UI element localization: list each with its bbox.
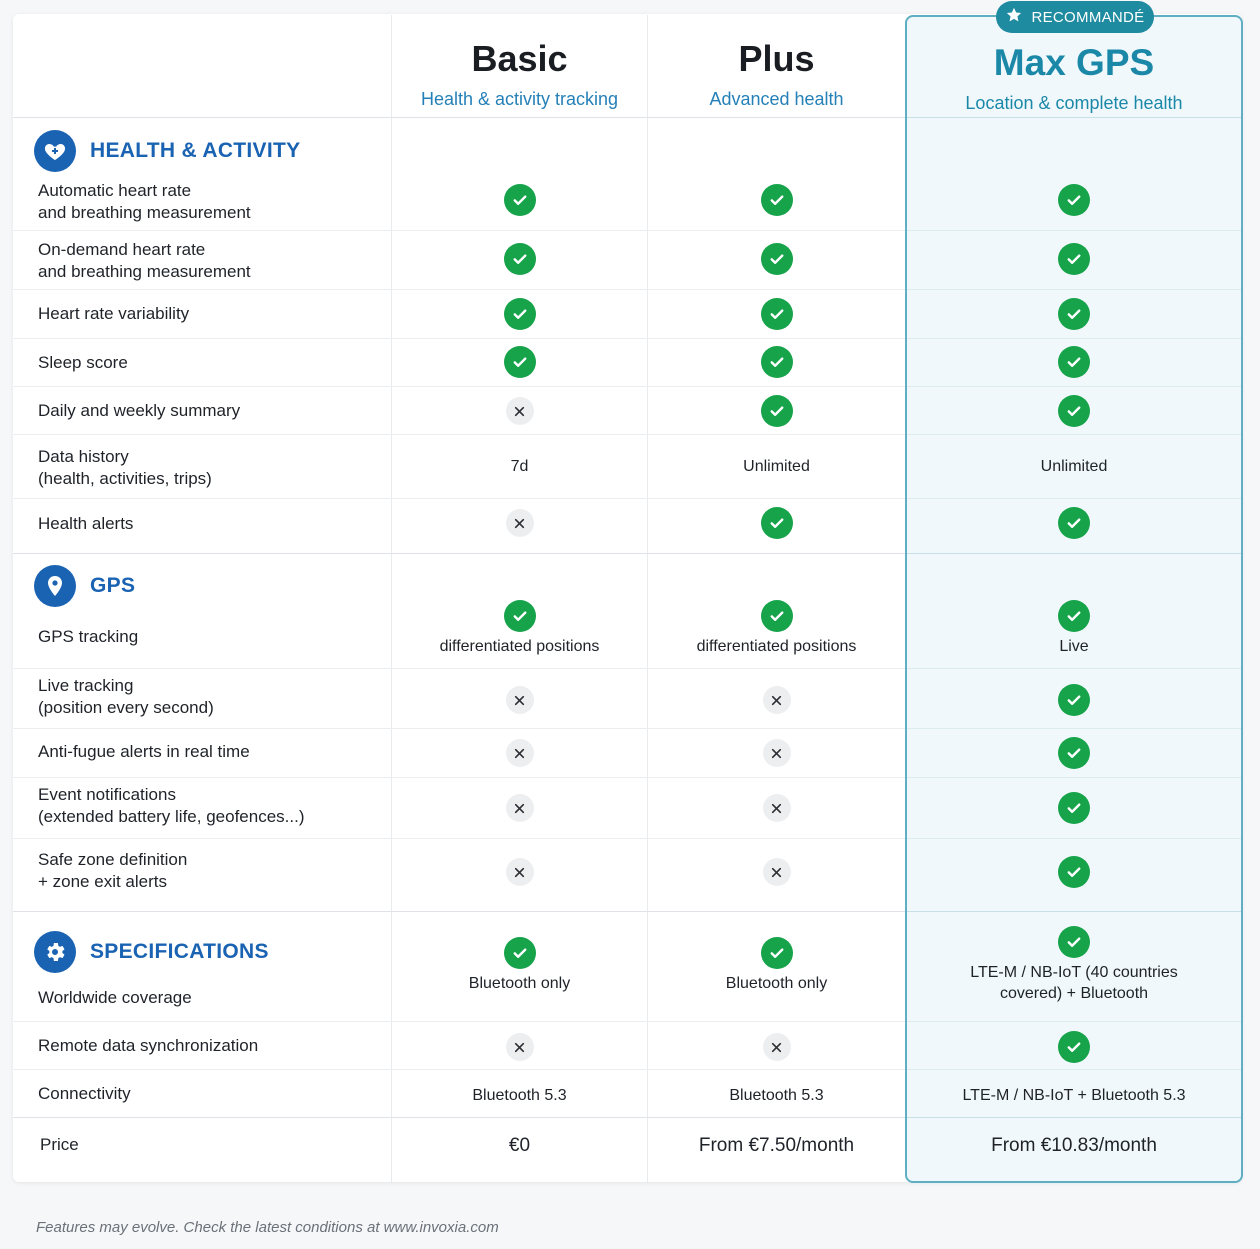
feature-label	[38, 352, 128, 374]
cell-max	[907, 1073, 1241, 1117]
cell-plus	[648, 786, 905, 830]
cell-plus	[648, 731, 905, 775]
row-divider	[13, 1069, 905, 1070]
cell-basic	[392, 501, 647, 545]
feature-label-line: On-demand heart rate	[38, 240, 206, 259]
row-divider	[13, 117, 905, 118]
feature-label-line: + zone exit alerts	[38, 872, 167, 891]
recommended-badge-label: RECOMMANDÉ	[1031, 8, 1145, 26]
section-title: SPECIFICATIONS	[90, 940, 269, 963]
cell-max	[907, 850, 1241, 894]
feature-label	[38, 1083, 131, 1105]
location-pin-icon	[34, 565, 76, 607]
feature-label-line: Remote data synchronization	[38, 1036, 259, 1055]
check-icon	[1058, 600, 1090, 632]
cell-value: Bluetooth 5.3	[472, 1086, 567, 1104]
gear-icon	[34, 931, 76, 973]
check-icon	[504, 243, 536, 275]
footer-note: Features may evolve. Check the latest conditions at www.invoxia.com	[36, 1219, 499, 1236]
feature-label	[38, 987, 192, 1009]
cell-plus	[648, 178, 905, 222]
check-icon	[504, 184, 536, 216]
row-divider	[13, 911, 905, 912]
row-divider	[13, 553, 905, 554]
section-gps	[34, 565, 135, 607]
row-divider	[907, 117, 1241, 118]
cell-value: 7d	[510, 457, 529, 475]
cell-plus	[648, 501, 905, 545]
section-health-activity	[34, 130, 300, 172]
cell-note: Bluetooth only	[468, 974, 571, 992]
feature-label	[38, 675, 214, 719]
feature-label-line: (position every second)	[38, 698, 214, 717]
cell-note: LTE-M / NB-IoT (40 countries	[970, 964, 1178, 981]
row-divider	[907, 911, 1241, 912]
cell-basic	[392, 237, 647, 281]
row-divider	[907, 1069, 1241, 1070]
cell-note: differentiated positions	[696, 637, 857, 655]
feature-label	[38, 513, 133, 535]
row-divider	[13, 434, 905, 435]
cell-basic	[392, 1073, 647, 1117]
row-divider	[907, 1117, 1241, 1118]
feature-label-line: Worldwide coverage	[38, 988, 192, 1007]
cell-plus	[648, 678, 905, 722]
check-icon	[1058, 298, 1090, 330]
feature-label-line: Heart rate variability	[38, 304, 190, 323]
cell-plus	[648, 340, 905, 384]
feature-label-line: Sleep score	[38, 353, 128, 372]
check-icon	[1058, 184, 1090, 216]
cell-note: Live	[1059, 637, 1089, 655]
cell-note: Bluetooth only	[725, 974, 828, 992]
row-divider	[13, 777, 905, 778]
check-icon	[1058, 346, 1090, 378]
heart-plus-icon	[34, 130, 76, 172]
cell-basic	[392, 444, 647, 488]
cell-plus	[648, 850, 905, 894]
check-icon	[1058, 684, 1090, 716]
cross-icon	[506, 1033, 534, 1061]
plan-name: Max GPS	[993, 42, 1155, 83]
cell-max	[907, 923, 1241, 1007]
check-icon	[761, 243, 793, 275]
cell-max	[907, 1123, 1241, 1167]
cell-basic	[392, 586, 647, 670]
feature-label	[38, 741, 250, 763]
row-divider	[907, 777, 1241, 778]
feature-label-line: Live tracking	[38, 676, 134, 695]
feature-label-line: Event notifications	[38, 785, 176, 804]
cross-icon	[506, 509, 534, 537]
row-divider	[13, 1117, 905, 1118]
row-divider	[907, 289, 1241, 290]
cell-max	[907, 786, 1241, 830]
feature-label	[38, 784, 305, 828]
cross-icon	[763, 794, 791, 822]
cell-max	[907, 731, 1241, 775]
row-divider	[907, 386, 1241, 387]
row-divider	[13, 838, 905, 839]
feature-label-line: Safe zone definition	[38, 850, 188, 869]
cross-icon	[506, 686, 534, 714]
cross-icon	[506, 397, 534, 425]
check-icon	[1058, 1031, 1090, 1063]
feature-label	[38, 303, 189, 325]
row-divider	[907, 838, 1241, 839]
feature-label	[38, 180, 251, 224]
cell-plus	[648, 444, 905, 488]
cell-basic	[392, 1025, 647, 1069]
check-icon	[1058, 926, 1090, 958]
check-icon	[761, 346, 793, 378]
cell-plus	[648, 1025, 905, 1069]
row-divider	[13, 498, 905, 499]
row-divider	[907, 498, 1241, 499]
cell-note: differentiated positions	[439, 637, 600, 655]
row-divider	[907, 434, 1241, 435]
cell-plus	[648, 923, 905, 1007]
cell-basic	[392, 731, 647, 775]
feature-label-line: and breathing measurement	[38, 262, 251, 281]
row-divider	[907, 553, 1241, 554]
row-divider	[13, 230, 905, 231]
plan-header-max-gps	[907, 42, 1241, 114]
feature-label-line: Price	[40, 1135, 79, 1154]
feature-label	[38, 849, 187, 893]
check-icon	[1058, 395, 1090, 427]
feature-label-line: Automatic heart rate	[38, 181, 192, 200]
cell-basic	[392, 340, 647, 384]
feature-label	[38, 446, 212, 490]
feature-label	[38, 626, 138, 648]
row-divider	[907, 338, 1241, 339]
cell-plus	[648, 1073, 905, 1117]
check-icon	[1058, 856, 1090, 888]
cell-max	[907, 586, 1241, 670]
plan-subtitle: Advanced health	[709, 89, 844, 109]
check-icon	[761, 298, 793, 330]
feature-label-line: (extended battery life, geofences...)	[38, 807, 305, 826]
cell-max	[907, 178, 1241, 222]
section-title: HEALTH & ACTIVITY	[90, 139, 301, 162]
feature-label	[38, 400, 240, 422]
cell-basic	[392, 292, 647, 336]
cross-icon	[763, 686, 791, 714]
feature-label	[38, 1035, 258, 1057]
cell-value: Unlimited	[743, 457, 810, 475]
price-value: From €10.83/month	[991, 1134, 1157, 1156]
feature-label-line: Connectivity	[38, 1084, 131, 1103]
cell-basic	[392, 923, 647, 1007]
check-icon	[761, 395, 793, 427]
feature-label-line: and breathing measurement	[38, 203, 251, 222]
cell-max	[907, 678, 1241, 722]
row-divider	[13, 386, 905, 387]
row-divider	[13, 289, 905, 290]
feature-label-line: Data history	[38, 447, 129, 466]
check-icon	[761, 937, 793, 969]
cross-icon	[763, 858, 791, 886]
cross-icon	[763, 1033, 791, 1061]
check-icon	[1058, 737, 1090, 769]
cell-max	[907, 1025, 1241, 1069]
check-icon	[1058, 507, 1090, 539]
row-divider	[13, 1021, 905, 1022]
cross-icon	[506, 794, 534, 822]
cell-plus	[648, 389, 905, 433]
plan-subtitle: Health & activity tracking	[420, 89, 619, 109]
cross-icon	[763, 739, 791, 767]
cell-plus	[648, 237, 905, 281]
check-icon	[1058, 243, 1090, 275]
plan-header-plus	[648, 38, 905, 110]
cell-value: LTE-M / NB-IoT + Bluetooth 5.3	[962, 1086, 1186, 1104]
plan-subtitle: Location & complete health	[965, 93, 1183, 113]
feature-label-line: (health, activities, trips)	[38, 469, 212, 488]
check-icon	[504, 937, 536, 969]
cell-value: Bluetooth 5.3	[729, 1086, 824, 1104]
cell-max	[907, 237, 1241, 281]
cell-basic	[392, 389, 647, 433]
row-divider	[907, 230, 1241, 231]
check-icon	[761, 184, 793, 216]
cell-plus	[648, 1123, 905, 1167]
section-specifications	[34, 931, 269, 973]
cell-max	[907, 389, 1241, 433]
feature-label-line: Health alerts	[38, 514, 134, 533]
cell-basic	[392, 786, 647, 830]
plan-header-basic	[392, 38, 647, 110]
feature-label-line: Anti-fugue alerts in real time	[38, 742, 250, 761]
section-title: GPS	[90, 574, 136, 597]
row-divider	[907, 728, 1241, 729]
cell-max	[907, 292, 1241, 336]
plan-name: Basic	[471, 38, 568, 79]
check-icon	[504, 346, 536, 378]
row-divider	[13, 728, 905, 729]
feature-label-line: Daily and weekly summary	[38, 401, 241, 420]
price-value: From €7.50/month	[698, 1134, 855, 1156]
cell-basic	[392, 678, 647, 722]
cross-icon	[506, 739, 534, 767]
cell-max	[907, 501, 1241, 545]
check-icon	[504, 298, 536, 330]
cross-icon	[506, 858, 534, 886]
cell-max	[907, 340, 1241, 384]
cell-basic	[392, 178, 647, 222]
cell-value: Unlimited	[1040, 457, 1108, 475]
price-value: €0	[508, 1134, 531, 1156]
row-divider	[907, 1021, 1241, 1022]
cell-basic	[392, 850, 647, 894]
feature-label	[40, 1134, 79, 1156]
cell-max	[907, 444, 1241, 488]
check-icon	[761, 600, 793, 632]
check-icon	[1058, 792, 1090, 824]
row-divider	[13, 338, 905, 339]
cell-basic	[392, 1123, 647, 1167]
cell-note: covered) + Bluetooth	[999, 985, 1149, 1002]
recommended-badge	[996, 1, 1154, 33]
plan-name: Plus	[738, 38, 815, 79]
cell-plus	[648, 586, 905, 670]
cell-plus	[648, 292, 905, 336]
feature-label	[38, 239, 251, 283]
star-icon	[1005, 6, 1023, 28]
feature-label-line: GPS tracking	[38, 627, 139, 646]
check-icon	[504, 600, 536, 632]
check-icon	[761, 507, 793, 539]
